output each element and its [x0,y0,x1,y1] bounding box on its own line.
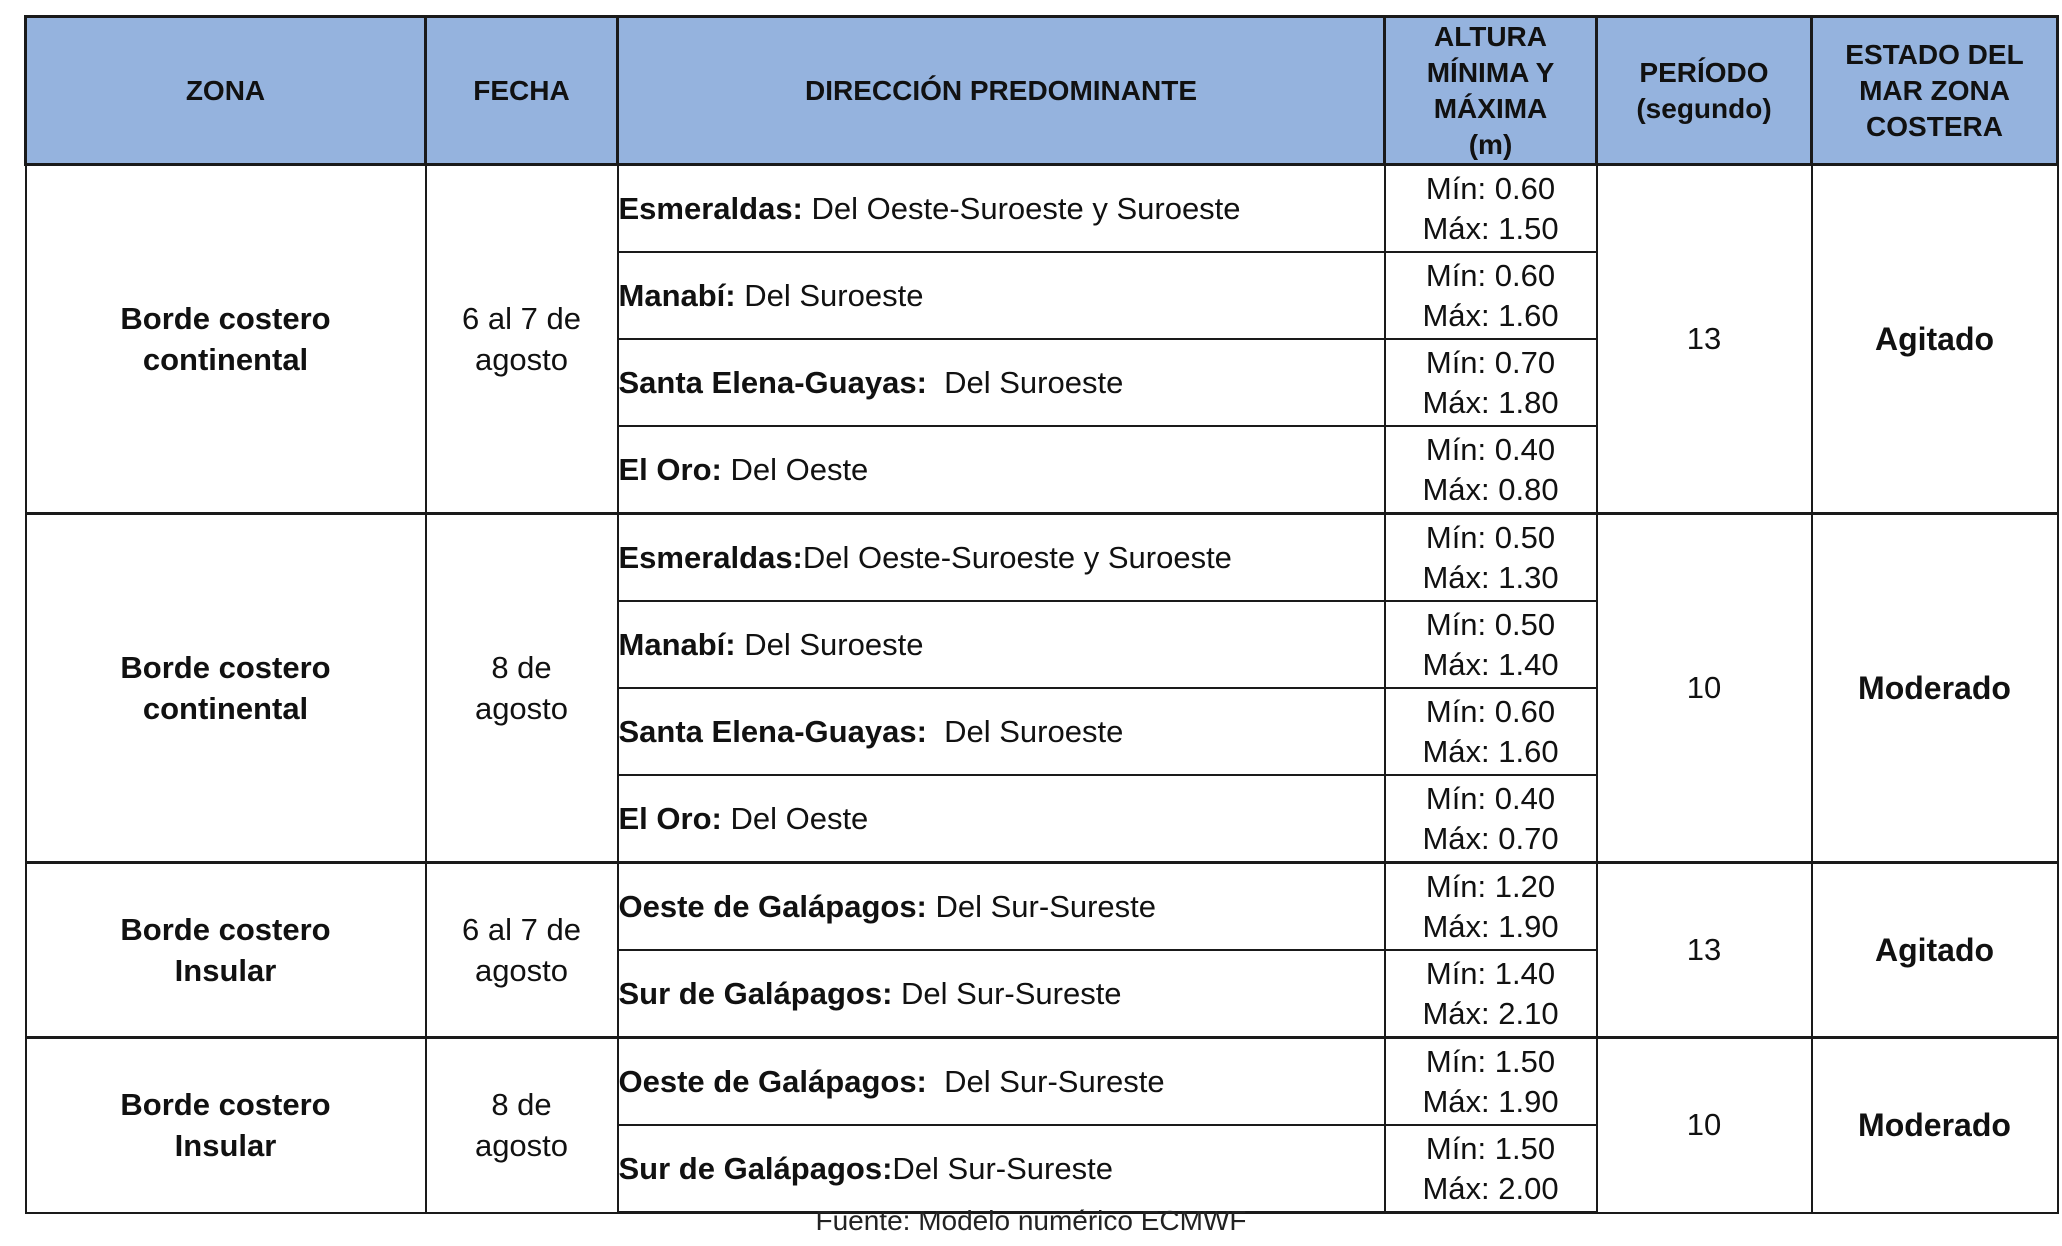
altura-max: Máx: 1.40 [1422,646,1559,682]
altura-min: Mín: 0.70 [1425,344,1556,380]
zona-cell: Borde costero Insular [26,1038,426,1213]
source-note: Fuente: Modelo numérico ECMWF [815,1205,1247,1236]
altura-min: Mín: 1.50 [1425,1043,1556,1079]
estado-cell: Moderado [1812,514,2058,863]
fecha-cell: 6 al 7 de agosto [426,863,618,1038]
estado-cell: Moderado [1812,1038,2058,1213]
altura-cell [1385,514,1597,602]
altura-max: Máx: 0.80 [1422,471,1559,507]
header-periodo: PERÍODO (segundo) [1597,17,1812,165]
table-header-row [26,17,2058,165]
header-zona: ZONA [26,17,426,165]
table-row [26,165,2058,253]
direccion-text: Del Sur-Sureste [892,975,1122,1011]
direccion-text: Del Sur-Sureste [892,1150,1113,1186]
lugar-label: Sur de Galápagos: [618,1150,893,1186]
direccion-text: Del Suroeste [735,277,924,313]
altura-cell [1385,426,1597,514]
altura-cell [1385,863,1597,951]
direccion-cell [618,1038,1385,1126]
table-row [26,1038,2058,1126]
table-body [26,165,2058,1213]
direccion-cell [618,863,1385,951]
altura-min: Mín: 0.60 [1425,257,1556,293]
direccion-cell [618,688,1385,775]
periodo-cell: 13 [1597,165,1812,514]
altura-min: Mín: 0.60 [1425,170,1556,206]
lugar-label: El Oro: [618,451,722,487]
altura-min: Mín: 0.50 [1425,606,1556,642]
lugar-label: Santa Elena-Guayas: [618,713,927,749]
altura-max: Máx: 1.60 [1422,297,1559,333]
lugar-label: Manabí: [618,277,736,313]
altura-cell [1385,1038,1597,1126]
altura-max: Máx: 1.80 [1422,384,1559,420]
altura-min: Mín: 1.50 [1425,1130,1556,1166]
direccion-cell [618,252,1385,339]
lugar-label: Santa Elena-Guayas: [618,364,927,400]
lugar-label: El Oro: [618,800,722,836]
altura-cell [1385,775,1597,863]
altura-min: Mín: 1.40 [1425,955,1556,991]
direccion-text: Del Oeste-Suroeste y Suroeste [802,539,1232,575]
altura-cell [1385,601,1597,688]
lugar-label: Oeste de Galápagos: [618,1063,927,1099]
altura-cell [1385,339,1597,426]
altura-max: Máx: 2.10 [1422,995,1559,1031]
estado-cell: Agitado [1812,165,2058,514]
altura-cell [1385,688,1597,775]
direccion-text: Del Oeste-Suroeste y Suroeste [802,190,1241,226]
direccion-cell [618,1125,1385,1213]
altura-max: Máx: 2.00 [1422,1170,1559,1206]
zona-cell: Borde costero continental [26,514,426,863]
altura-max: Máx: 0.70 [1422,820,1559,856]
direccion-text: Del Suroeste [735,626,924,662]
sea-state-table [24,15,2059,1214]
lugar-label: Esmeraldas: [618,190,803,226]
altura-cell [1385,950,1597,1038]
forecast-table-container [24,15,2059,1214]
periodo-cell: 10 [1597,1038,1812,1213]
lugar-label: Oeste de Galápagos: [618,888,927,924]
altura-cell [1385,165,1597,253]
altura-max: Máx: 1.60 [1422,733,1559,769]
lugar-label: Manabí: [618,626,736,662]
header-altura: ALTURA MÍNIMA Y MÁXIMA (m) [1385,17,1597,165]
estado-cell: Agitado [1812,863,2058,1038]
altura-min: Mín: 1.20 [1425,868,1556,904]
table-row [26,514,2058,602]
table-row [26,863,2058,951]
altura-min: Mín: 0.50 [1425,519,1556,555]
altura-max: Máx: 1.50 [1422,210,1559,246]
altura-max: Máx: 1.90 [1422,1083,1559,1119]
header-estado: ESTADO DEL MAR ZONA COSTERA [1812,17,2058,165]
direccion-text: Del Sur-Sureste [926,1063,1165,1099]
direccion-cell [618,426,1385,514]
direccion-text: Del Oeste [721,800,869,836]
zona-cell: Borde costero continental [26,165,426,514]
altura-cell [1385,1125,1597,1213]
direccion-cell [618,950,1385,1038]
periodo-cell: 13 [1597,863,1812,1038]
header-fecha: FECHA [426,17,618,165]
altura-max: Máx: 1.30 [1422,559,1559,595]
zona-cell: Borde costero Insular [26,863,426,1038]
direccion-text: Del Suroeste [926,713,1124,749]
direccion-cell [618,514,1385,602]
direccion-cell [618,165,1385,253]
altura-min: Mín: 0.40 [1425,431,1556,467]
fecha-cell: 8 de agosto [426,1038,618,1213]
fecha-cell: 8 de agosto [426,514,618,863]
altura-min: Mín: 0.60 [1425,693,1556,729]
direccion-text: Del Suroeste [926,364,1124,400]
direccion-text: Del Sur-Sureste [926,888,1157,924]
header-direccion: DIRECCIÓN PREDOMINANTE [618,17,1385,165]
periodo-cell: 10 [1597,514,1812,863]
altura-cell [1385,252,1597,339]
fecha-cell: 6 al 7 de agosto [426,165,618,514]
direccion-cell [618,339,1385,426]
direccion-cell [618,601,1385,688]
direccion-cell [618,775,1385,863]
direccion-text: Del Oeste [721,451,869,487]
lugar-label: Sur de Galápagos: [618,975,893,1011]
altura-max: Máx: 1.90 [1422,908,1559,944]
lugar-label: Esmeraldas: [618,539,803,575]
altura-min: Mín: 0.40 [1425,780,1556,816]
